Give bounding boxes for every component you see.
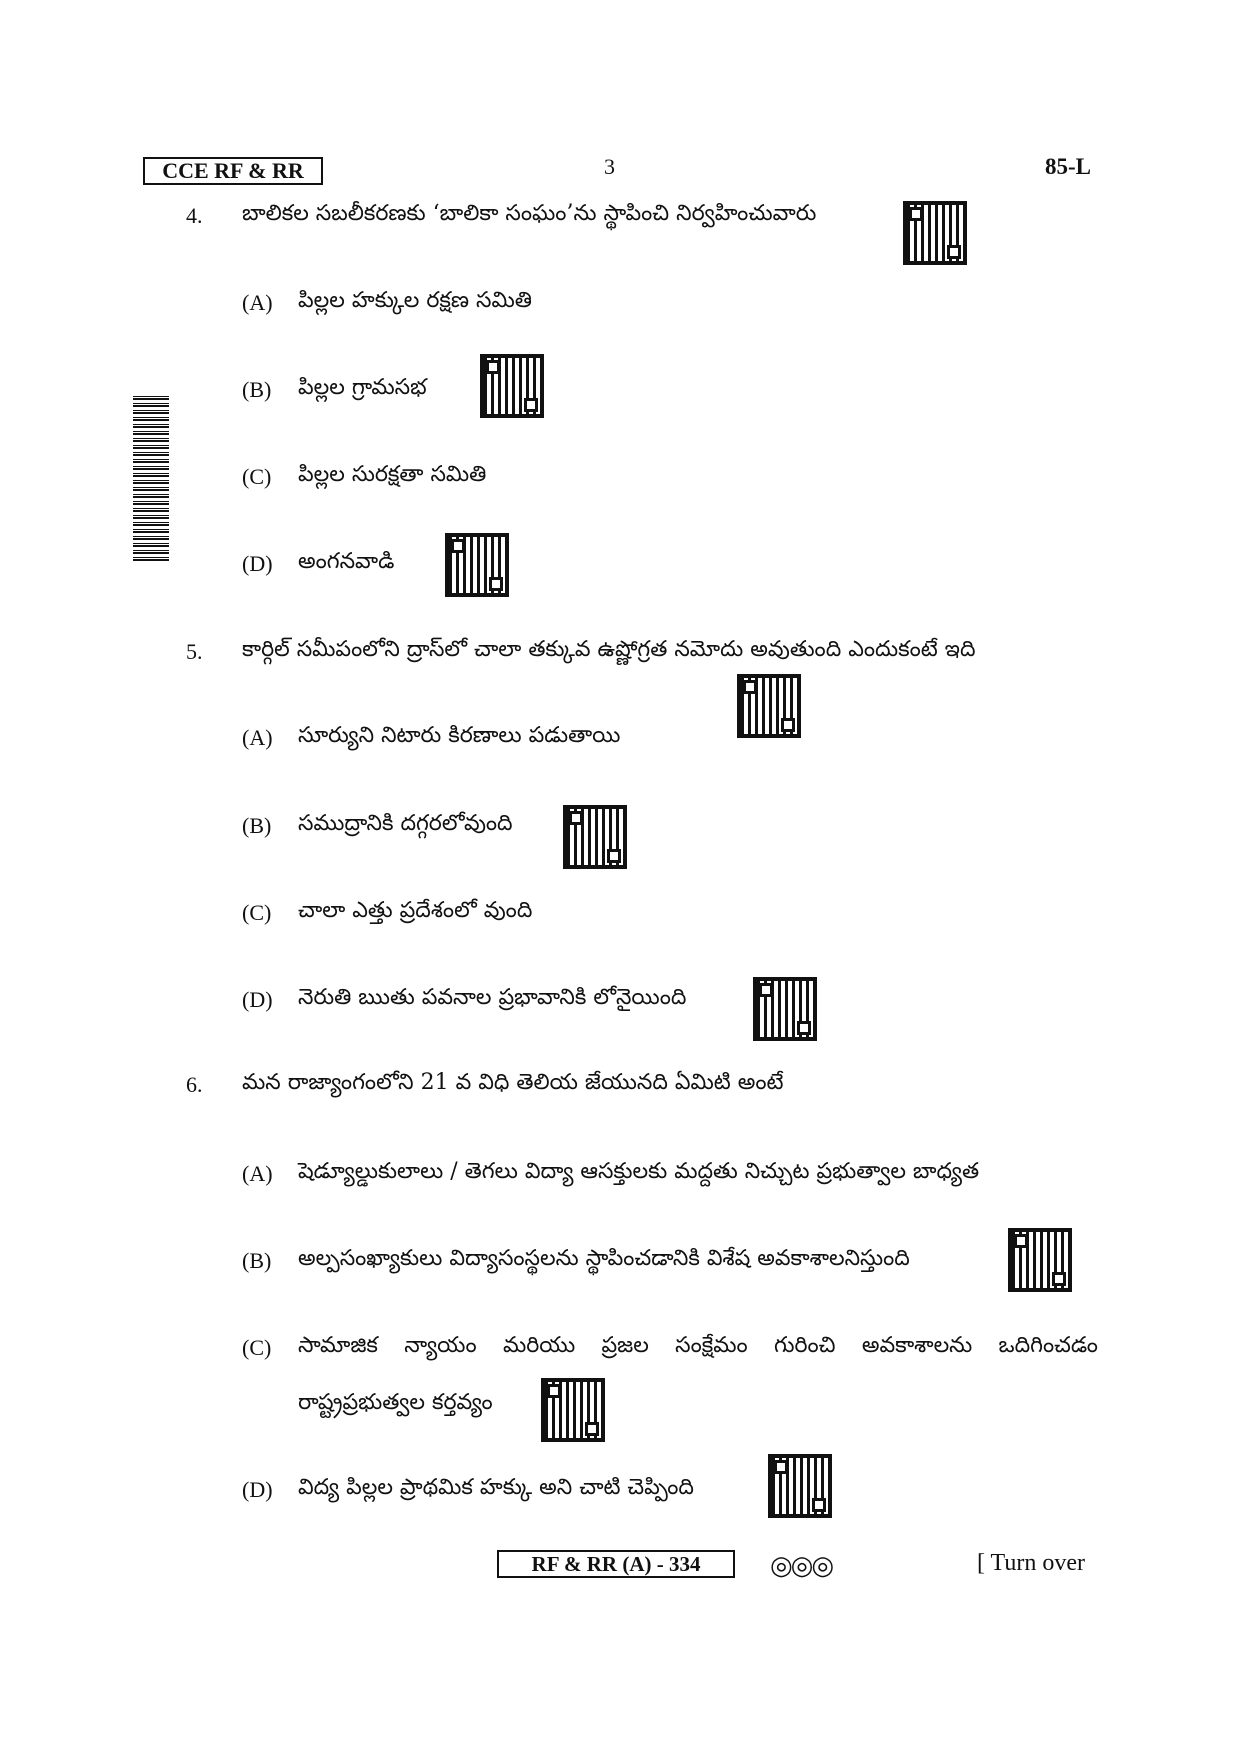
question-4-number: 4. [186, 203, 203, 228]
qr-code-icon [1008, 1228, 1072, 1292]
q6-option-b-label: (B) [242, 1248, 272, 1273]
question-4-text: బాలికల సబలీకరణకు ‘బాలికా సంఘం’ను స్థాపించి నిర్వహించువారు [242, 201, 817, 226]
q6-option-c-word: సంక్షేమం [675, 1333, 748, 1358]
header-subject-code: CCE RF & RR [143, 157, 323, 185]
question-5-number: 5. [186, 639, 203, 664]
q6-option-d-text: విద్య పిల్లల ప్రాథమిక హక్కు అని చాటి చెప్పింది [298, 1475, 694, 1500]
q4-option-c-text: పిల్లల సురక్షతా సమితి [298, 462, 487, 487]
q4-option-c-label: (C) [242, 464, 272, 489]
q5-option-c-text: చాలా ఎత్తు ప్రదేశంలో వుంది [298, 898, 533, 923]
q4-option-b-text: పిల్లల గ్రామసభ [298, 375, 427, 400]
q6-option-c-word: మరియు [502, 1333, 576, 1358]
footer-paper-code: RF & RR (A) - 334 [497, 1550, 735, 1578]
question-5-text: కార్గిల్ సమీపంలోని ద్రాస్‌లో చాలా తక్కువ ఉష్ణోగ్రత నమోదు అవుతుంది ఎందుకంటే ఇది [242, 637, 976, 662]
q6-option-d-label: (D) [242, 1477, 273, 1502]
q5-option-a-text: సూర్యుని నిటారు కిరణాలు పడుతాయి [298, 723, 621, 748]
qr-code-icon [753, 977, 817, 1041]
barcode-image [133, 393, 169, 561]
q4-option-b-label: (B) [242, 377, 272, 402]
paper-code: 85-L [1045, 154, 1091, 179]
qr-code-icon [541, 1378, 605, 1442]
qr-code-icon [768, 1454, 832, 1518]
qr-code-icon [737, 674, 801, 738]
q6-option-c-word: గురించి [774, 1333, 836, 1358]
footer-symbols: ◎◎◎ [770, 1551, 833, 1581]
q6-option-b-text: అల్పసంఖ్యాకులు విద్యాసంస్థలను స్థాపించడానికి విశేష అవకాశాలనిస్తుంది [298, 1246, 910, 1271]
q4-option-d-text: అంగనవాడి [298, 549, 395, 574]
q4-option-a-text: పిల్లల హక్కుల రక్షణ సమితి [298, 288, 532, 313]
q6-option-c-text [298, 1333, 1098, 1363]
q5-option-a-label: (A) [242, 725, 273, 750]
q5-option-b-text: సముద్రానికి దగ్గరలోవుంది [298, 811, 513, 836]
q6-option-c-word: ఒదిగించడం [998, 1333, 1098, 1358]
qr-code-icon [903, 201, 967, 265]
q4-option-a-label: (A) [242, 290, 273, 315]
q6-option-c-word: అవకాశాలను [861, 1333, 973, 1358]
q6-option-c-word: న్యాయం [404, 1333, 477, 1358]
q5-option-d-text: నెరుతి ఋతు పవనాల ప్రభావానికి లోనైయింది [298, 985, 687, 1010]
question-6-number: 6. [186, 1072, 203, 1097]
q6-option-a-text: షెడ్యూల్డుకులాలు / తెగలు విద్యా ఆసక్తులకు మద్దతు నిచ్చుట ప్రభుత్వాల బాధ్యత [298, 1159, 980, 1184]
turn-over-note: [ Turn over [977, 1550, 1086, 1576]
q6-option-c-word: ప్రజల [601, 1333, 649, 1358]
qr-code-icon [445, 533, 509, 597]
q6-option-a-label: (A) [242, 1161, 273, 1186]
qr-code-icon [563, 805, 627, 869]
q6-option-c-text-line2: రాష్ట్రప్రభుత్వల కర్తవ్యం [298, 1390, 493, 1415]
q4-option-d-label: (D) [242, 551, 273, 576]
q5-option-d-label: (D) [242, 987, 273, 1012]
qr-code-icon [480, 354, 544, 418]
page-number: 3 [604, 154, 615, 179]
q5-option-b-label: (B) [242, 813, 272, 838]
q5-option-c-label: (C) [242, 900, 272, 925]
q6-option-c-label: (C) [242, 1335, 272, 1360]
question-6-text: మన రాజ్యాంగంలోని 21 వ విధి తెలియ జేయునది ఏమిటి అంటే [242, 1070, 784, 1095]
q6-option-c-word: సామాజిక [298, 1333, 378, 1358]
